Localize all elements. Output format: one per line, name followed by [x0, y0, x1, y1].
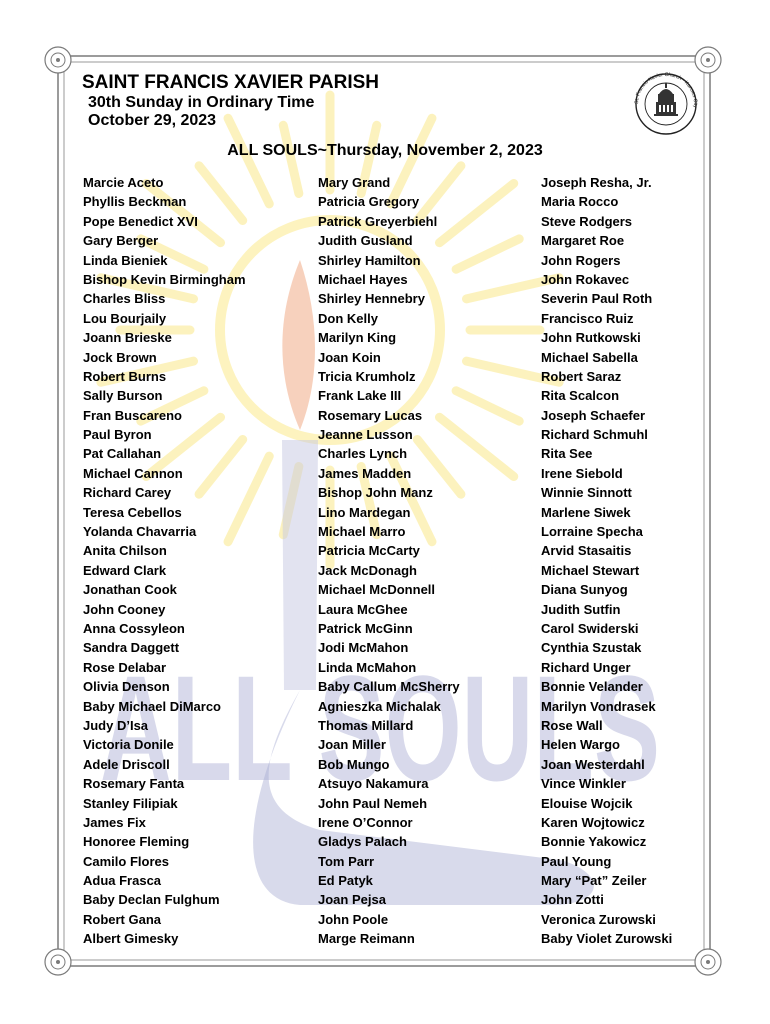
memorial-name: Joseph Schaefer — [541, 407, 646, 423]
corner-ornament-bottom-left — [45, 949, 71, 975]
corner-ornament-bottom-right — [695, 949, 721, 975]
bulletin-date: October 29, 2023 — [88, 112, 217, 129]
memorial-name: Phyllis Beckman — [83, 194, 187, 210]
memorial-name: Lino Mardegan — [318, 504, 411, 520]
memorial-name: Linda Bieniek — [83, 252, 168, 268]
memorial-name: Richard Carey — [83, 485, 172, 501]
names-column-2 — [318, 173, 460, 949]
memorial-name: Atsuyo Nakamura — [318, 776, 429, 792]
memorial-name: Robert Saraz — [541, 368, 622, 384]
corner-ornament-top-right — [695, 47, 721, 73]
memorial-name: Pope Benedict XVI — [83, 213, 198, 229]
memorial-name: Laura McGhee — [318, 601, 408, 617]
names-column-3 — [541, 173, 672, 949]
memorial-name: Joan Pejsa — [318, 892, 386, 908]
memorial-name: Rose Wall — [541, 717, 603, 733]
memorial-name: Joan Westerdahl — [541, 756, 645, 772]
memorial-name: Thomas Millard — [318, 717, 414, 733]
memorial-name: Bonnie Yakowicz — [541, 834, 647, 850]
memorial-name: James Fix — [83, 814, 146, 830]
memorial-name: Albert Gimesky — [83, 931, 179, 947]
memorial-name: Paul Young — [541, 853, 612, 869]
memorial-name: Linda McMahon — [318, 659, 417, 675]
memorial-name: Lorraine Specha — [541, 524, 643, 540]
memorial-name: Joseph Resha, Jr. — [541, 175, 652, 190]
memorial-name: Richard Schmuhl — [541, 427, 648, 443]
memorial-name: Irene Siebold — [541, 465, 623, 481]
bulletin-header — [82, 72, 379, 130]
parish-name: SAINT FRANCIS XAVIER PARISH — [82, 72, 379, 93]
memorial-name: Diana Sunyog — [541, 582, 628, 598]
all-souls-headline: ALL SOULS~Thursday, November 2, 2023 — [227, 142, 543, 159]
memorial-name: Steve Rodgers — [541, 213, 633, 229]
memorial-name: Anna Cossyleon — [83, 620, 185, 636]
memorial-name: Adele Driscoll — [83, 756, 170, 772]
memorial-name: Severin Paul Roth — [541, 291, 653, 307]
memorial-name: John Rokavec — [541, 271, 630, 287]
memorial-name: Rita Scalcon — [541, 388, 620, 404]
memorial-name: John Poole — [318, 911, 389, 927]
memorial-name: Maria Rocco — [541, 194, 619, 210]
memorial-name: Patrick McGinn — [318, 620, 413, 636]
memorial-name: Irene O’Connor — [318, 814, 413, 830]
corner-ornament-top-left — [45, 47, 71, 73]
memorial-name: Mary Grand — [318, 175, 391, 190]
liturgical-day: 30th Sunday in Ordinary Time — [88, 94, 315, 111]
memorial-name: Robert Burns — [83, 368, 167, 384]
memorial-name: Honoree Fleming — [83, 834, 190, 850]
memorial-name: Adua Frasca — [83, 873, 162, 889]
memorial-name: Rosemary Lucas — [318, 407, 423, 423]
memorial-name: Patricia McCarty — [318, 543, 420, 559]
memorial-name: Richard Unger — [541, 659, 631, 675]
memorial-name: Marilyn Vondrasek — [541, 698, 656, 714]
memorial-name: Jack McDonagh — [318, 562, 417, 578]
memorial-name: Ed Patyk — [318, 873, 373, 889]
memorial-name: Lou Bourjaily — [83, 310, 167, 326]
memorial-name: Stanley Filipiak — [83, 795, 178, 811]
memorial-name: John Cooney — [83, 601, 166, 617]
memorial-name: Yolanda Chavarria — [83, 524, 197, 540]
memorial-name: Marcie Aceto — [83, 175, 164, 190]
memorial-name: Victoria Donile — [83, 737, 174, 753]
memorial-name: Frank Lake III — [318, 388, 402, 404]
memorial-name: Gladys Palach — [318, 834, 407, 850]
memorial-name: Mary “Pat” Zeiler — [541, 873, 647, 889]
memorial-name: John Zotti — [541, 892, 604, 908]
memorial-name: Judy D’Isa — [83, 717, 149, 733]
memorial-name: Shirley Hamilton — [318, 252, 421, 268]
memorial-name: Fran Buscareno — [83, 407, 182, 423]
memorial-name: Pat Callahan — [83, 446, 162, 462]
memorial-name: Bob Mungo — [318, 756, 390, 772]
memorial-name: Michael Cannon — [83, 465, 183, 481]
memorial-name: Charles Bliss — [83, 291, 166, 307]
memorial-name: Michael Marro — [318, 524, 406, 540]
memorial-name: Tricia Krumholz — [318, 368, 416, 384]
memorial-name: Camilo Flores — [83, 853, 169, 869]
memorial-name: Rita See — [541, 446, 593, 462]
memorial-name: Jock Brown — [83, 349, 157, 365]
memorial-name: Robert Gana — [83, 911, 162, 927]
memorial-name: Joann Brieske — [83, 330, 172, 346]
memorial-name: Patricia Gregory — [318, 194, 420, 210]
memorial-name: Judith Sutfin — [541, 601, 621, 617]
memorial-name: Baby Declan Fulghum — [83, 892, 220, 908]
memorial-name: Bishop John Manz — [318, 485, 433, 501]
memorial-name: Baby Callum McSherry — [318, 679, 460, 695]
memorial-name: Olivia Denson — [83, 679, 170, 695]
memorial-name: Jodi McMahon — [318, 640, 409, 656]
memorial-name: Michael Stewart — [541, 562, 640, 578]
seal-text: St. Francis Xavier Church · Kansas City — [633, 72, 699, 109]
memorial-name: Jonathan Cook — [83, 582, 177, 598]
memorial-name: Michael McDonnell — [318, 582, 436, 598]
memorial-name: Jeanne Lusson — [318, 427, 413, 443]
memorial-name: Sandra Daggett — [83, 640, 180, 656]
memorial-name: Don Kelly — [318, 310, 378, 326]
memorial-name: Judith Gusland — [318, 233, 413, 249]
memorial-name: Baby Violet Zurowski — [541, 931, 673, 947]
memorial-name: Charles Lynch — [318, 446, 408, 462]
memorial-name: John Paul Nemeh — [318, 795, 428, 811]
memorial-name: Anita Chilson — [83, 543, 167, 559]
memorial-name: John Rutkowski — [541, 330, 641, 346]
memorial-name: Agnieszka Michalak — [318, 698, 441, 714]
memorial-name: Marge Reimann — [318, 931, 415, 947]
watermark-text: ALL SOULS — [100, 644, 660, 812]
memorial-name: Teresa Cebellos — [83, 504, 182, 520]
memorial-name: Michael Sabella — [541, 349, 638, 365]
memorial-name: James Madden — [318, 465, 412, 481]
memorial-name: Marilyn King — [318, 330, 397, 346]
memorial-name: Patrick Greyerbiehl — [318, 213, 438, 229]
memorial-name: Gary Berger — [83, 233, 159, 249]
memorial-name: Cynthia Szustak — [541, 640, 642, 656]
memorial-name: Marlene Siwek — [541, 504, 631, 520]
memorial-name: Shirley Hennebry — [318, 291, 425, 307]
memorial-name: Michael Hayes — [318, 271, 408, 287]
memorial-name: Joan Miller — [318, 737, 386, 753]
memorial-name: Tom Parr — [318, 853, 375, 869]
memorial-name: Karen Wojtowicz — [541, 814, 645, 830]
memorial-name: Winnie Sinnott — [541, 485, 632, 501]
memorial-name: Edward Clark — [83, 562, 167, 578]
memorial-name: Veronica Zurowski — [541, 911, 656, 927]
memorial-name: Sally Burson — [83, 388, 163, 404]
memorial-name: Baby Michael DiMarco — [83, 698, 221, 714]
parish-seal-icon — [628, 72, 704, 136]
memorial-name: Elouise Wojcik — [541, 795, 633, 811]
memorial-name: Margaret Roe — [541, 233, 625, 249]
memorial-name: Rose Delabar — [83, 659, 167, 675]
names-column-1 — [83, 173, 246, 949]
memorial-name: Carol Swiderski — [541, 620, 639, 636]
memorial-name: Arvid Stasaitis — [541, 543, 632, 559]
memorial-name: Joan Koin — [318, 349, 381, 365]
memorial-name: Vince Winkler — [541, 776, 626, 792]
memorial-name: Rosemary Fanta — [83, 776, 185, 792]
memorial-name: Bishop Kevin Birmingham — [83, 271, 246, 287]
memorial-name: Paul Byron — [83, 427, 152, 443]
memorial-name: Francisco Ruiz — [541, 310, 634, 326]
memorial-name: Helen Wargo — [541, 737, 620, 753]
memorial-name: Bonnie Velander — [541, 679, 643, 695]
memorial-name: John Rogers — [541, 252, 621, 268]
